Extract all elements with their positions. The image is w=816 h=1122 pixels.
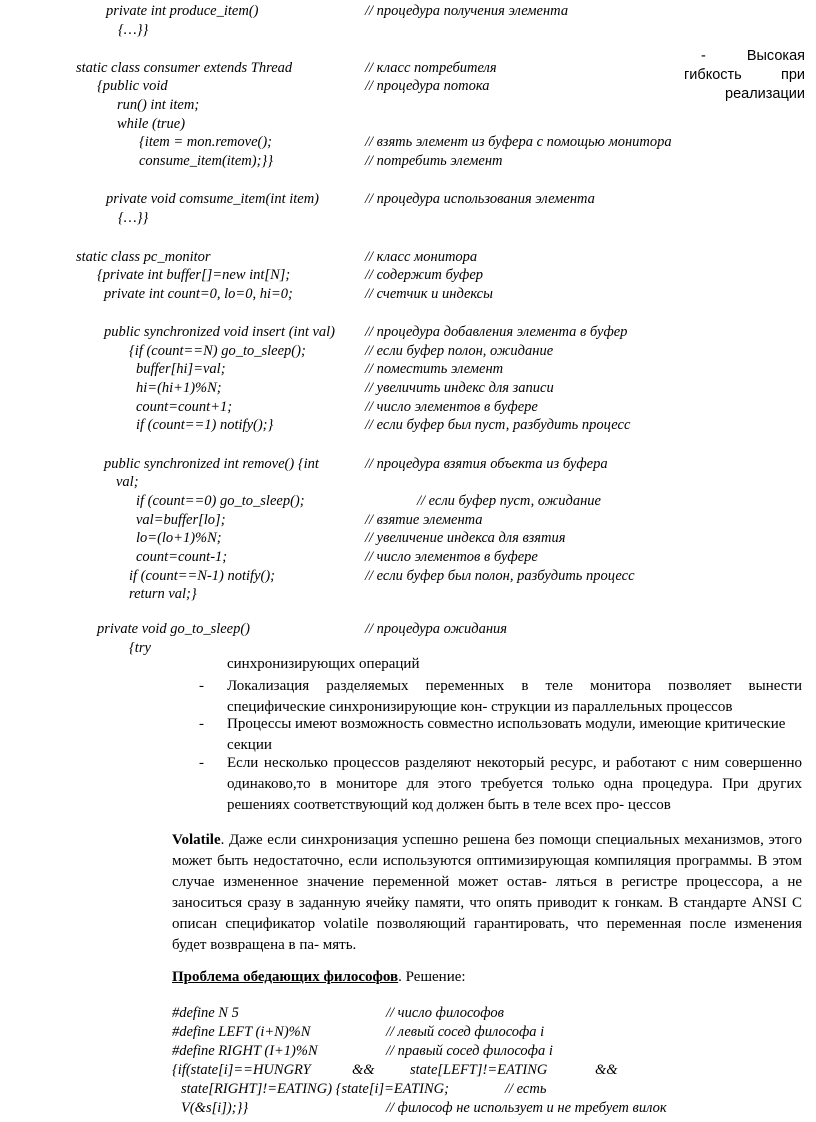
code-line: state[LEFT]!=EATING bbox=[410, 1062, 548, 1078]
code-comment: // класс монитора bbox=[365, 249, 478, 265]
bullet-dash: - bbox=[199, 755, 204, 771]
code-line: while (true) bbox=[117, 116, 186, 132]
bullet-text: Локализация разделяемых переменных в теле монитора позволяет вынести специфические синхронизирующие кон- струкции из параллельных процессов bbox=[227, 678, 802, 715]
code-line: state[RIGHT]!=EATING) {state[i]=EATING; bbox=[181, 1081, 449, 1097]
code-line: consume_item(item);}} bbox=[139, 153, 273, 169]
volatile-term: Volatile bbox=[172, 832, 221, 848]
philosophers-rest: . Решение: bbox=[398, 969, 466, 985]
code-comment: // если буфер был полон, разбудить процесс bbox=[365, 568, 635, 584]
code-comment: // число философов bbox=[386, 1005, 504, 1021]
code-comment: // есть bbox=[505, 1081, 547, 1097]
code-line: {public void bbox=[97, 78, 168, 94]
sync-line: синхронизирующих операций bbox=[227, 656, 420, 672]
side-note-word: реализации bbox=[725, 86, 805, 102]
code-comment: // счетчик и индексы bbox=[365, 286, 493, 302]
code-comment: // если буфер пуст, ожидание bbox=[417, 493, 601, 509]
code-line: {if (count==N) go_to_sleep(); bbox=[129, 343, 306, 359]
code-line: private void go_to_sleep() bbox=[97, 621, 251, 637]
code-line: && bbox=[595, 1062, 618, 1078]
code-line: private void comsume_item(int item) bbox=[106, 191, 320, 207]
code-line: && bbox=[352, 1062, 375, 1078]
side-note bbox=[684, 47, 805, 104]
code-comment: // процедура получения элемента bbox=[365, 3, 569, 19]
code-line: {…}} bbox=[118, 210, 149, 226]
code-line: buffer[hi]=val; bbox=[136, 361, 226, 377]
code-line: val=buffer[lo]; bbox=[136, 512, 226, 528]
code-comment: // процедура ожидания bbox=[365, 621, 508, 637]
code-line: V(&s[i]);}} bbox=[181, 1100, 249, 1116]
code-line: if (count==N-1) notify(); bbox=[129, 568, 276, 584]
code-line: lo=(lo+1)%N; bbox=[136, 530, 222, 546]
code-line: if (count==0) go_to_sleep(); bbox=[136, 493, 305, 509]
side-note-dash: - bbox=[701, 48, 706, 64]
code-line: {…}} bbox=[118, 22, 149, 38]
code-comment: // число элементов в буфере bbox=[365, 399, 538, 415]
code-comment: // философ не использует и не требует вилок bbox=[386, 1100, 667, 1116]
code-comment: // класс потребителя bbox=[365, 60, 497, 76]
code-line: private int count=0, lo=0, hi=0; bbox=[104, 286, 293, 302]
code-line: return val;} bbox=[129, 586, 197, 602]
code-comment: // число элементов в буфере bbox=[365, 549, 538, 565]
code-line: #define LEFT (i+N)%N bbox=[172, 1024, 311, 1040]
code-comment: // увеличение индекса для взятия bbox=[365, 530, 566, 546]
code-comment: // процедура взятия объекта из буфера bbox=[365, 456, 608, 472]
volatile-paragraph bbox=[172, 830, 802, 956]
code-comment: // если буфер был пуст, разбудить процесс bbox=[365, 417, 631, 433]
code-comment: // поместить элемент bbox=[365, 361, 504, 377]
volatile-text: . Даже если синхронизация успешно решена без помощи специальных механизмов, этого может быть недостаточно, если используются оптимизирующая компиляция программы. В этом случае измененное значение переменной может остав- ляться в регистре процессора, а не заноситься сразу в заданную ячейку памяти, что опять приводит к гонкам. В стандарте ANSI C описан спецификатор volatile позволяющий гарантировать, что переменная после изменения будет возвращена в па- мять. bbox=[172, 832, 802, 953]
bullet-text: Процессы имеют возможность совместно использовать модули, имеющие критические секции bbox=[227, 716, 786, 753]
code-line: #define N 5 bbox=[172, 1005, 239, 1021]
code-line: {if(state[i]==HUNGRY bbox=[172, 1062, 311, 1078]
bullet-text: Если несколько процессов разделяют некоторый ресурс, и работают с ним совершенно одинаково,то в мониторе для этого требуется только одна процедура. При других решениях соответствующий код должен быть в теле всех про- цессов bbox=[227, 755, 802, 813]
code-comment: // взятие элемента bbox=[365, 512, 483, 528]
code-line: private int produce_item() bbox=[106, 3, 259, 19]
code-line: public synchronized int remove() {int bbox=[104, 456, 319, 472]
bullet-dash: - bbox=[199, 716, 204, 732]
philosophers-heading bbox=[172, 967, 802, 988]
code-line: public synchronized void insert (int val) bbox=[104, 324, 336, 340]
bullet-dash: - bbox=[199, 678, 204, 694]
code-line: {private int buffer[]=new int[N]; bbox=[97, 267, 291, 283]
code-comment: // если буфер полон, ожидание bbox=[365, 343, 554, 359]
code-line: hi=(hi+1)%N; bbox=[136, 380, 222, 396]
code-line: static class consumer extends Thread bbox=[76, 60, 293, 76]
philosophers-title: Проблема обедающих философов bbox=[172, 969, 399, 985]
code-line: #define RIGHT (I+1)%N bbox=[172, 1043, 318, 1059]
code-line: {item = mon.remove(); bbox=[139, 134, 273, 150]
code-comment: // процедура использования элемента bbox=[365, 191, 595, 207]
code-comment: // содержит буфер bbox=[365, 267, 484, 283]
side-note-word: при bbox=[780, 67, 805, 83]
code-line: {try bbox=[129, 640, 151, 656]
code-line: run() int item; bbox=[117, 97, 200, 113]
code-comment: // взять элемент из буфера с помощью монитора bbox=[365, 134, 672, 150]
code-line: if (count==1) notify();} bbox=[136, 417, 274, 433]
code-comment: // левый сосед философа i bbox=[386, 1024, 545, 1040]
code-line: val; bbox=[116, 474, 139, 490]
code-comment: // процедура добавления элемента в буфер bbox=[365, 324, 628, 340]
code-comment: // увеличить индекс для записи bbox=[365, 380, 554, 396]
code-line: static class pc_monitor bbox=[76, 249, 211, 265]
code-line: count=count+1; bbox=[136, 399, 233, 415]
code-line: count=count-1; bbox=[136, 549, 228, 565]
side-note-word: гибкость bbox=[684, 67, 742, 83]
code-comment: // правый сосед философа i bbox=[386, 1043, 553, 1059]
side-note-word: Высокая bbox=[746, 48, 805, 64]
code-comment: // потребить элемент bbox=[365, 153, 503, 169]
code-comment: // процедура потока bbox=[365, 78, 490, 94]
